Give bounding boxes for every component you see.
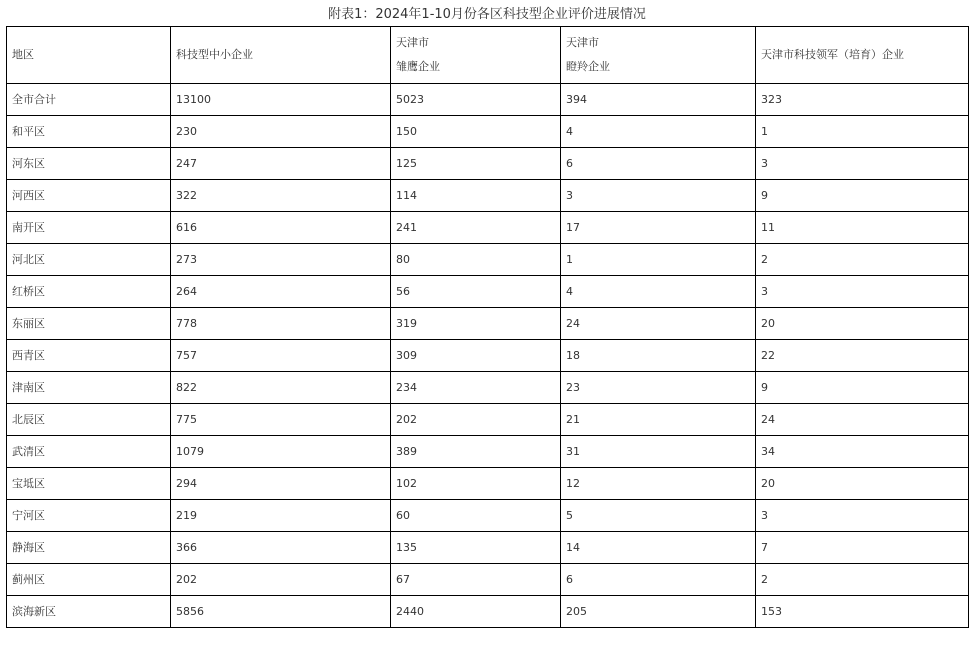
column-header — [391, 27, 561, 84]
district-cell: 津南区 — [7, 372, 171, 404]
table-header-row — [7, 27, 969, 84]
table-row — [7, 436, 969, 468]
column-header — [7, 27, 171, 84]
value-cell: 24 — [756, 404, 969, 436]
value-cell: 202 — [171, 564, 391, 596]
value-cell: 366 — [171, 532, 391, 564]
column-header-text: 天津市科技领军（培育）企业 — [761, 48, 904, 61]
value-cell: 102 — [391, 468, 561, 500]
value-cell: 14 — [561, 532, 756, 564]
value-cell: 23 — [561, 372, 756, 404]
value-cell: 309 — [391, 340, 561, 372]
column-header-text: 天津市 — [396, 36, 429, 49]
value-cell: 13100 — [171, 84, 391, 116]
table-row — [7, 404, 969, 436]
value-cell: 80 — [391, 244, 561, 276]
value-cell: 294 — [171, 468, 391, 500]
district-cell: 红桥区 — [7, 276, 171, 308]
value-cell: 2 — [756, 244, 969, 276]
district-cell: 蓟州区 — [7, 564, 171, 596]
table-row — [7, 596, 969, 628]
value-cell: 219 — [171, 500, 391, 532]
value-cell: 114 — [391, 180, 561, 212]
column-header-text: 雏鹰企业 — [396, 60, 440, 73]
value-cell: 2 — [756, 564, 969, 596]
value-cell: 273 — [171, 244, 391, 276]
column-header-text: 瞪羚企业 — [566, 60, 610, 73]
value-cell: 9 — [756, 372, 969, 404]
value-cell: 234 — [391, 372, 561, 404]
value-cell: 1 — [756, 116, 969, 148]
value-cell: 3 — [756, 500, 969, 532]
table-row — [7, 116, 969, 148]
column-header — [756, 27, 969, 84]
value-cell: 150 — [391, 116, 561, 148]
value-cell: 31 — [561, 436, 756, 468]
column-header-text: 天津市 — [566, 36, 599, 49]
value-cell: 22 — [756, 340, 969, 372]
table-row — [7, 244, 969, 276]
district-cell: 滨海新区 — [7, 596, 171, 628]
value-cell: 34 — [756, 436, 969, 468]
value-cell: 17 — [561, 212, 756, 244]
value-cell: 775 — [171, 404, 391, 436]
district-cell: 静海区 — [7, 532, 171, 564]
table-row — [7, 180, 969, 212]
value-cell: 389 — [391, 436, 561, 468]
value-cell: 5023 — [391, 84, 561, 116]
table-row — [7, 276, 969, 308]
value-cell: 323 — [756, 84, 969, 116]
value-cell: 125 — [391, 148, 561, 180]
column-header — [561, 27, 756, 84]
value-cell: 2440 — [391, 596, 561, 628]
district-cell: 东丽区 — [7, 308, 171, 340]
value-cell: 264 — [171, 276, 391, 308]
value-cell: 7 — [756, 532, 969, 564]
table-row — [7, 212, 969, 244]
value-cell: 5856 — [171, 596, 391, 628]
district-cell: 和平区 — [7, 116, 171, 148]
table-row — [7, 340, 969, 372]
value-cell: 20 — [756, 308, 969, 340]
value-cell: 616 — [171, 212, 391, 244]
district-cell: 宝坻区 — [7, 468, 171, 500]
table-row — [7, 564, 969, 596]
district-cell: 河北区 — [7, 244, 171, 276]
table-caption: 附表1：2024年1-10月份各区科技型企业评价进展情况 — [328, 7, 646, 22]
value-cell: 3 — [561, 180, 756, 212]
table-row — [7, 372, 969, 404]
value-cell: 60 — [391, 500, 561, 532]
district-cell: 河西区 — [7, 180, 171, 212]
district-cell: 西青区 — [7, 340, 171, 372]
column-header — [171, 27, 391, 84]
district-evaluation-table — [6, 26, 969, 628]
value-cell: 394 — [561, 84, 756, 116]
value-cell: 202 — [391, 404, 561, 436]
value-cell: 11 — [756, 212, 969, 244]
district-cell: 全市合计 — [7, 84, 171, 116]
value-cell: 241 — [391, 212, 561, 244]
table-row — [7, 148, 969, 180]
table-row — [7, 84, 969, 116]
value-cell: 1079 — [171, 436, 391, 468]
value-cell: 135 — [391, 532, 561, 564]
value-cell: 12 — [561, 468, 756, 500]
value-cell: 9 — [756, 180, 969, 212]
value-cell: 21 — [561, 404, 756, 436]
value-cell: 3 — [756, 148, 969, 180]
district-cell: 北辰区 — [7, 404, 171, 436]
value-cell: 4 — [561, 116, 756, 148]
value-cell: 822 — [171, 372, 391, 404]
value-cell: 1 — [561, 244, 756, 276]
column-header-text: 地区 — [12, 48, 34, 61]
district-cell: 武清区 — [7, 436, 171, 468]
value-cell: 3 — [756, 276, 969, 308]
value-cell: 18 — [561, 340, 756, 372]
value-cell: 205 — [561, 596, 756, 628]
column-header-text: 科技型中小企业 — [176, 48, 253, 61]
value-cell: 4 — [561, 276, 756, 308]
value-cell: 56 — [391, 276, 561, 308]
district-cell: 南开区 — [7, 212, 171, 244]
value-cell: 230 — [171, 116, 391, 148]
table-row — [7, 500, 969, 532]
value-cell: 153 — [756, 596, 969, 628]
value-cell: 5 — [561, 500, 756, 532]
table-row — [7, 532, 969, 564]
value-cell: 6 — [561, 564, 756, 596]
value-cell: 20 — [756, 468, 969, 500]
value-cell: 757 — [171, 340, 391, 372]
value-cell: 24 — [561, 308, 756, 340]
value-cell: 778 — [171, 308, 391, 340]
value-cell: 67 — [391, 564, 561, 596]
table-row — [7, 308, 969, 340]
district-cell: 河东区 — [7, 148, 171, 180]
value-cell: 319 — [391, 308, 561, 340]
value-cell: 247 — [171, 148, 391, 180]
value-cell: 322 — [171, 180, 391, 212]
district-cell: 宁河区 — [7, 500, 171, 532]
value-cell: 6 — [561, 148, 756, 180]
table-row — [7, 468, 969, 500]
